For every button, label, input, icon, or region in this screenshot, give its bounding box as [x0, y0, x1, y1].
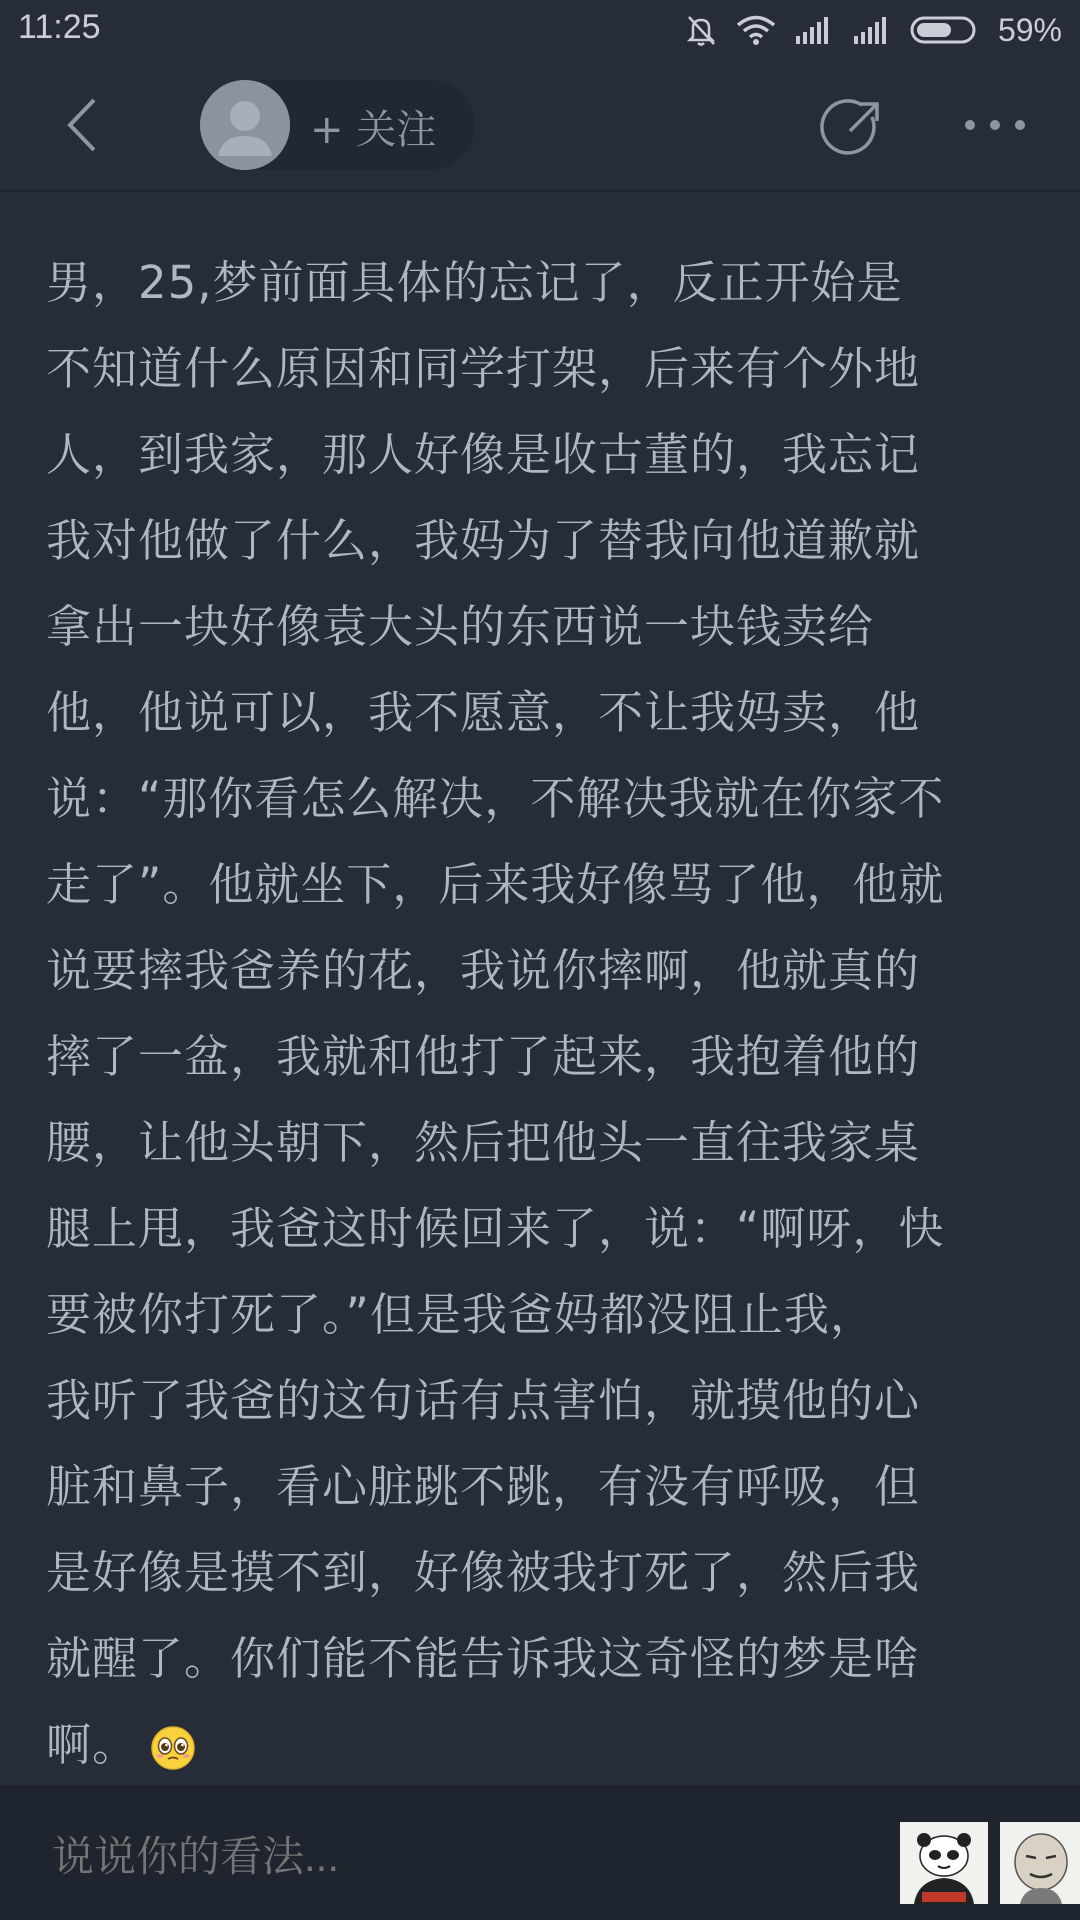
- wifi-icon: [736, 14, 776, 46]
- sticker-meme-button[interactable]: [1000, 1822, 1080, 1904]
- post-line: 腿上甩，我爸这时候回来了，说：“啊呀，快: [46, 1202, 945, 1255]
- status-time: 11:25: [18, 8, 101, 46]
- mute-icon: [684, 13, 718, 47]
- post-line: 人，到我家，那人好像是收古董的，我忘记: [46, 428, 921, 481]
- follow-label: + 关注: [310, 107, 437, 153]
- comment-bar: [0, 1786, 1080, 1920]
- post-line: 就醒了。你们能不能告诉我这奇怪的梦是啥: [46, 1632, 921, 1685]
- post-line: 摔了一盆，我就和他打了起来，我抱着他的: [46, 1030, 921, 1083]
- chevron-left-icon: [50, 90, 120, 160]
- post-line-text: 啊。: [46, 1718, 139, 1771]
- status-icons: [684, 10, 1062, 50]
- nav-bar: [0, 60, 1080, 192]
- post-line-last: [46, 1702, 1036, 1788]
- more-button[interactable]: [960, 110, 1030, 140]
- sticker-panda-button[interactable]: [900, 1822, 988, 1904]
- meme-face-sticker-icon: [1000, 1822, 1080, 1904]
- share-button[interactable]: [820, 95, 886, 161]
- pleading-face-emoji: [150, 1725, 196, 1771]
- battery-percent: 59%: [997, 11, 1062, 48]
- post-line: 拿出一块好像袁大头的东西说一块钱卖给: [46, 600, 875, 653]
- user-icon: [200, 80, 290, 170]
- post-line: 要被你打死了。”但是我爸妈都没阻止我，: [46, 1288, 876, 1341]
- post-line: 是好像是摸不到，好像被我打死了，然后我: [46, 1546, 921, 1599]
- post-line: 腰，让他头朝下，然后把他头一直往我家桌: [46, 1116, 921, 1169]
- more-dots-icon: [960, 110, 1030, 140]
- post-line: 说：“那你看怎么解决，不解决我就在你家不: [46, 772, 945, 825]
- post-line: 他，他说可以，我不愿意，不让我妈卖，他: [46, 686, 921, 739]
- signal-icon: [852, 14, 892, 46]
- post-line: 走了”。他就坐下，后来我好像骂了他，他就: [46, 858, 945, 911]
- post-line: 男，25,梦前面具体的忘记了，反正开始是: [46, 256, 903, 309]
- share-icon: [820, 95, 886, 161]
- battery-icon: [910, 14, 980, 46]
- follow-button[interactable]: [200, 80, 475, 170]
- post-line: 说要摔我爸养的花，我说你摔啊，他就真的: [46, 944, 921, 997]
- post-line: 脏和鼻子，看心脏跳不跳，有没有呼吸，但: [46, 1460, 921, 1513]
- back-button[interactable]: [50, 90, 120, 160]
- signal-icon: [794, 14, 834, 46]
- avatar[interactable]: [200, 80, 290, 170]
- panda-sticker-icon: [900, 1822, 988, 1904]
- comment-input[interactable]: [50, 1826, 854, 1888]
- post-content: [46, 240, 1036, 1788]
- post-line: 我对他做了什么，我妈为了替我向他道歉就: [46, 514, 921, 567]
- post-line: 我听了我爸的这句话有点害怕，就摸他的心: [46, 1374, 921, 1427]
- post-line: 不知道什么原因和同学打架，后来有个外地: [46, 342, 921, 395]
- status-bar: [0, 0, 1080, 60]
